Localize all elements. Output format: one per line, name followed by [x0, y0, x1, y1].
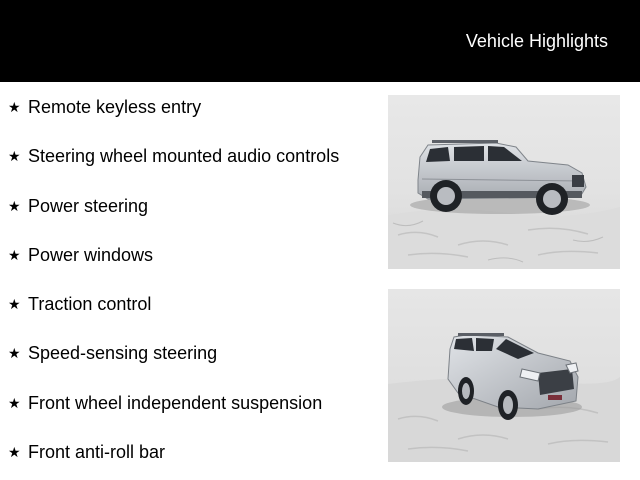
feature-label: Power steering [28, 195, 149, 216]
star-icon: ★ [8, 99, 21, 115]
star-icon: ★ [8, 296, 21, 313]
feature-label: Remote keyless entry [28, 97, 202, 117]
feature-label: Front anti-roll bar [28, 442, 166, 463]
header-bar [0, 0, 640, 82]
star-icon: ★ [8, 394, 21, 411]
star-icon: ★ [8, 246, 21, 263]
feature-item [8, 342, 339, 391]
star-icon: ★ [8, 444, 21, 461]
feature-label: Steering wheel mounted audio controls [28, 146, 340, 167]
feature-item [8, 293, 339, 342]
page-title: Vehicle Highlights [465, 31, 608, 51]
feature-label: Power windows [28, 244, 154, 265]
vehicle-photo-side[interactable] [388, 95, 620, 269]
feature-item [8, 195, 339, 244]
vehicle-photo-front[interactable] [388, 289, 620, 462]
vehicle-front-image [388, 289, 620, 462]
feature-label: Traction control [28, 294, 152, 315]
star-icon: ★ [8, 345, 21, 362]
star-icon: ★ [8, 148, 21, 165]
feature-item [8, 145, 339, 194]
star-icon: ★ [8, 197, 21, 214]
feature-label: Speed-sensing steering [28, 343, 218, 364]
feature-item [8, 96, 339, 145]
feature-list [8, 96, 339, 480]
feature-label: Front wheel independent suspension [28, 392, 323, 413]
feature-item [8, 392, 339, 441]
vehicle-side-image [388, 95, 620, 269]
feature-item [8, 244, 339, 293]
feature-item [8, 441, 339, 480]
